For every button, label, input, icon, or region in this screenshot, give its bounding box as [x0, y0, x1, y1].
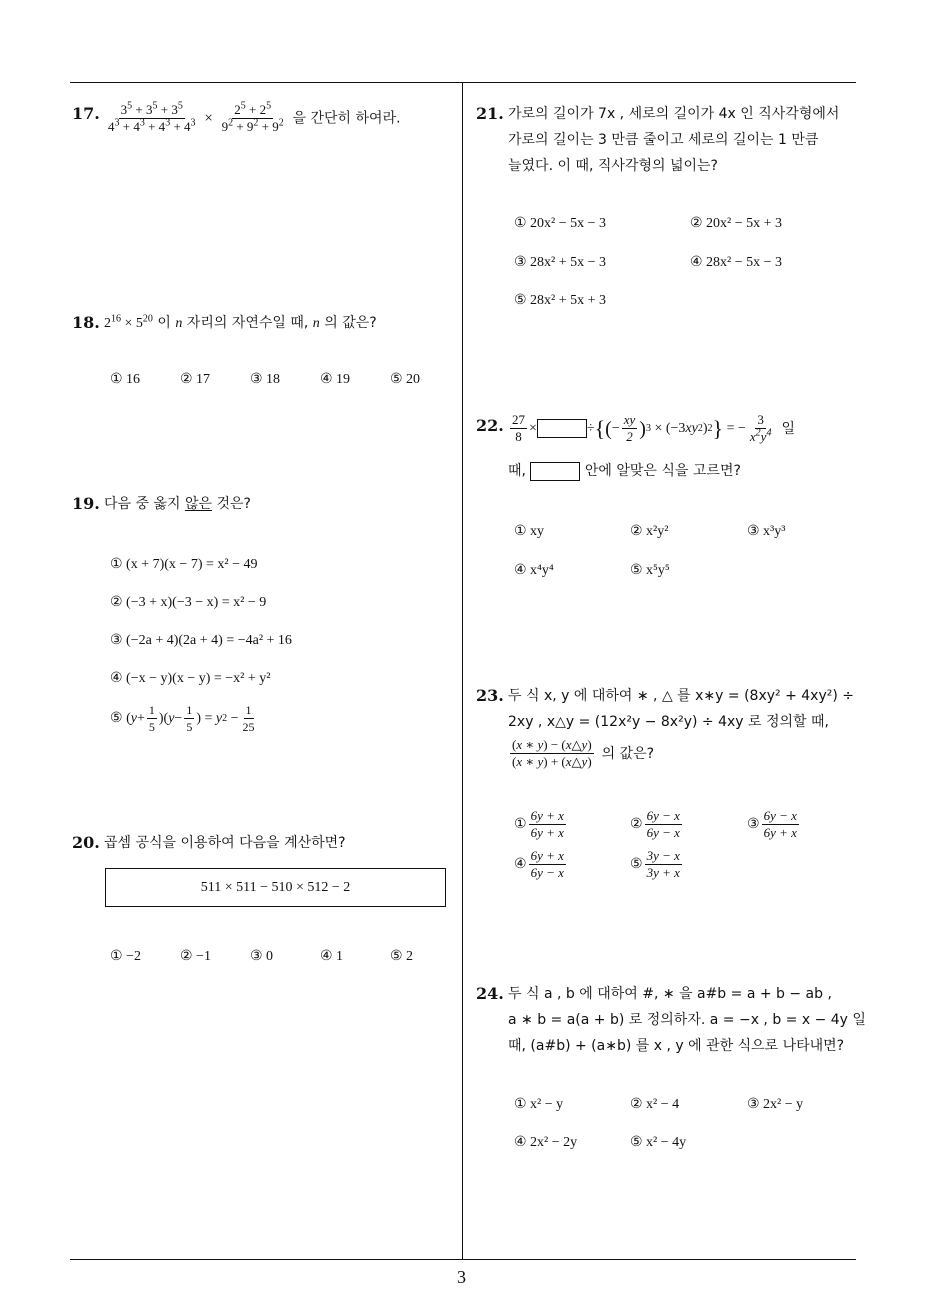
column-divider — [462, 82, 463, 1260]
option[interactable]: ⑤ x⁵y⁵ — [630, 563, 670, 578]
option[interactable]: ② x²y² — [630, 524, 669, 539]
option[interactable]: ⑤ ( y + $\frac{1}{5}$ )( y − $\frac{1}{5}$ ) = y 2 − $\frac{1}{25}$ — [110, 703, 255, 734]
option[interactable]: ④ 19 — [320, 372, 351, 387]
answer-blank — [537, 419, 587, 438]
option[interactable]: ① 16 — [110, 372, 141, 387]
option[interactable]: ① xy — [514, 524, 545, 539]
question-19-stem: 다음 중 옳지 않은 것은? — [104, 496, 251, 512]
option[interactable]: ③ 28x² + 5x − 3 — [514, 255, 607, 270]
question-20-stem: 곱셈 공식을 이용하여 다음을 계산하면? — [104, 835, 346, 851]
question-21-line1: 가로의 길이가 7x , 세로의 길이가 4x 인 직사각형에서 — [508, 106, 840, 122]
question-number: 22. — [476, 416, 504, 435]
question-23-line1: 두 식 x, y 에 대하여 ∗ , △ 를 x∗y = (8xy² + 4xy²) ÷ — [508, 688, 854, 704]
question-number: 24. — [476, 984, 504, 1003]
question-22-tail: 일 — [781, 420, 795, 437]
option[interactable]: ① $\frac{6y + x}{6y + x}$ — [514, 808, 564, 840]
option[interactable]: ③ 2x² − y — [747, 1097, 804, 1112]
option[interactable]: ⑤ 28x² + 5x + 3 — [514, 293, 607, 308]
option[interactable]: ② x² − 4 — [630, 1097, 680, 1112]
option[interactable]: ③ 0 — [250, 949, 274, 964]
question-number: 23. — [476, 686, 504, 705]
option[interactable]: ③ (−2a + 4)(2a + 4) = −4a² + 16 — [110, 633, 292, 648]
question-number: 21. — [476, 104, 504, 123]
question-17-tail: 을 간단히 하여라. — [292, 110, 401, 127]
question-number: 19. — [72, 494, 100, 513]
option[interactable]: ⑤ 2 — [390, 949, 414, 964]
option[interactable]: ④ $\frac{6y + x}{6y - x}$ — [514, 848, 564, 880]
option[interactable]: ④ x⁴y⁴ — [514, 563, 554, 578]
expression-box: 511 × 511 − 510 × 512 − 2 — [105, 868, 446, 907]
option[interactable]: ⑤ 20 — [390, 372, 421, 387]
option[interactable]: ⑤ x² − 4y — [630, 1135, 687, 1150]
option[interactable]: ② −1 — [180, 949, 211, 964]
question-number: 20. — [72, 833, 100, 852]
option[interactable]: ④ 2x² − 2y — [514, 1135, 578, 1150]
page-number: 3 — [457, 1267, 466, 1287]
question-24-line3: 때, (a#b) + (a∗b) 를 x , y 에 관한 식으로 나타내면? — [508, 1038, 845, 1054]
question-24-line2: a ∗ b = a(a + b) 로 정의하자. a = −x , b = x − 4y 일 — [508, 1012, 866, 1028]
bottom-rule — [70, 1259, 856, 1260]
question-number: 17. — [72, 104, 100, 123]
option[interactable]: ③ $\frac{6y - x}{6y + x}$ — [747, 808, 797, 840]
question-number: 18. — [72, 313, 100, 332]
option[interactable]: ① −2 — [110, 949, 141, 964]
question-21-line3: 늘였다. 이 때, 직사각형의 넓이는? — [508, 158, 718, 174]
question-21-line2: 가로의 길이는 3 만큼 줄이고 세로의 길이는 1 만큼 — [508, 132, 819, 148]
option[interactable]: ① x² − y — [514, 1097, 564, 1112]
question-18-stem: $2^{16} \times 5^{20}$ 이 n 자리의 자연수일 때, n 의 값은? — [104, 313, 377, 331]
question-23-tail: 의 값은? — [601, 745, 655, 762]
option[interactable]: ④ 28x² − 5x − 3 — [690, 255, 783, 270]
option[interactable]: ⑤ $\frac{3y - x}{3y + x}$ — [630, 848, 680, 880]
question-22-line2: 때, 안에 알맞은 식을 고르면? — [508, 463, 741, 479]
option[interactable]: ② 20x² − 5x + 3 — [690, 216, 783, 231]
option[interactable]: ② 17 — [180, 372, 211, 387]
option[interactable]: ① 20x² − 5x − 3 — [514, 216, 607, 231]
option[interactable]: ① (x + 7)(x − 7) = x² − 49 — [110, 557, 258, 572]
answer-blank — [530, 462, 580, 481]
question-17-expression: $\frac{3^5 + 3^5 + 3^5}{4^3 + 4^3 + 4^3 + 4^3}$ × $\frac{2^5 + 2^5}{9^2 + 9^2 + 9^2}$ 을 간단히 하여라. — [108, 100, 401, 134]
question-23-line2: 2xy , x△y = (12x²y − 8x²y) ÷ 4xy 로 정의할 때, — [508, 714, 829, 730]
option[interactable]: ④ 1 — [320, 949, 344, 964]
top-rule — [70, 82, 856, 83]
option[interactable]: ② $\frac{6y - x}{6y - x}$ — [630, 808, 680, 840]
option[interactable]: ③ 18 — [250, 372, 281, 387]
option[interactable]: ④ (−x − y)(x − y) = −x² + y² — [110, 671, 271, 686]
option[interactable]: ③ x³y³ — [747, 524, 786, 539]
question-22-expression: $\frac{27}{8}$ × ÷ { ( − $\frac{xy}{2}$ ) 3 × (−3 xy 2 ) 2 } = − $\frac{3}{x^2y^4}$ 일 — [512, 412, 795, 444]
question-24-line1: 두 식 a , b 에 대하여 #, ∗ 을 a#b = a + b − ab , — [508, 986, 832, 1002]
question-23-fraction: $\frac{(x ∗ y) - (x\triangle y)}{(x ∗ y) + (x\triangle y)}$ 의 값은? — [512, 737, 655, 769]
option[interactable]: ② (−3 + x)(−3 − x) = x² − 9 — [110, 595, 267, 610]
